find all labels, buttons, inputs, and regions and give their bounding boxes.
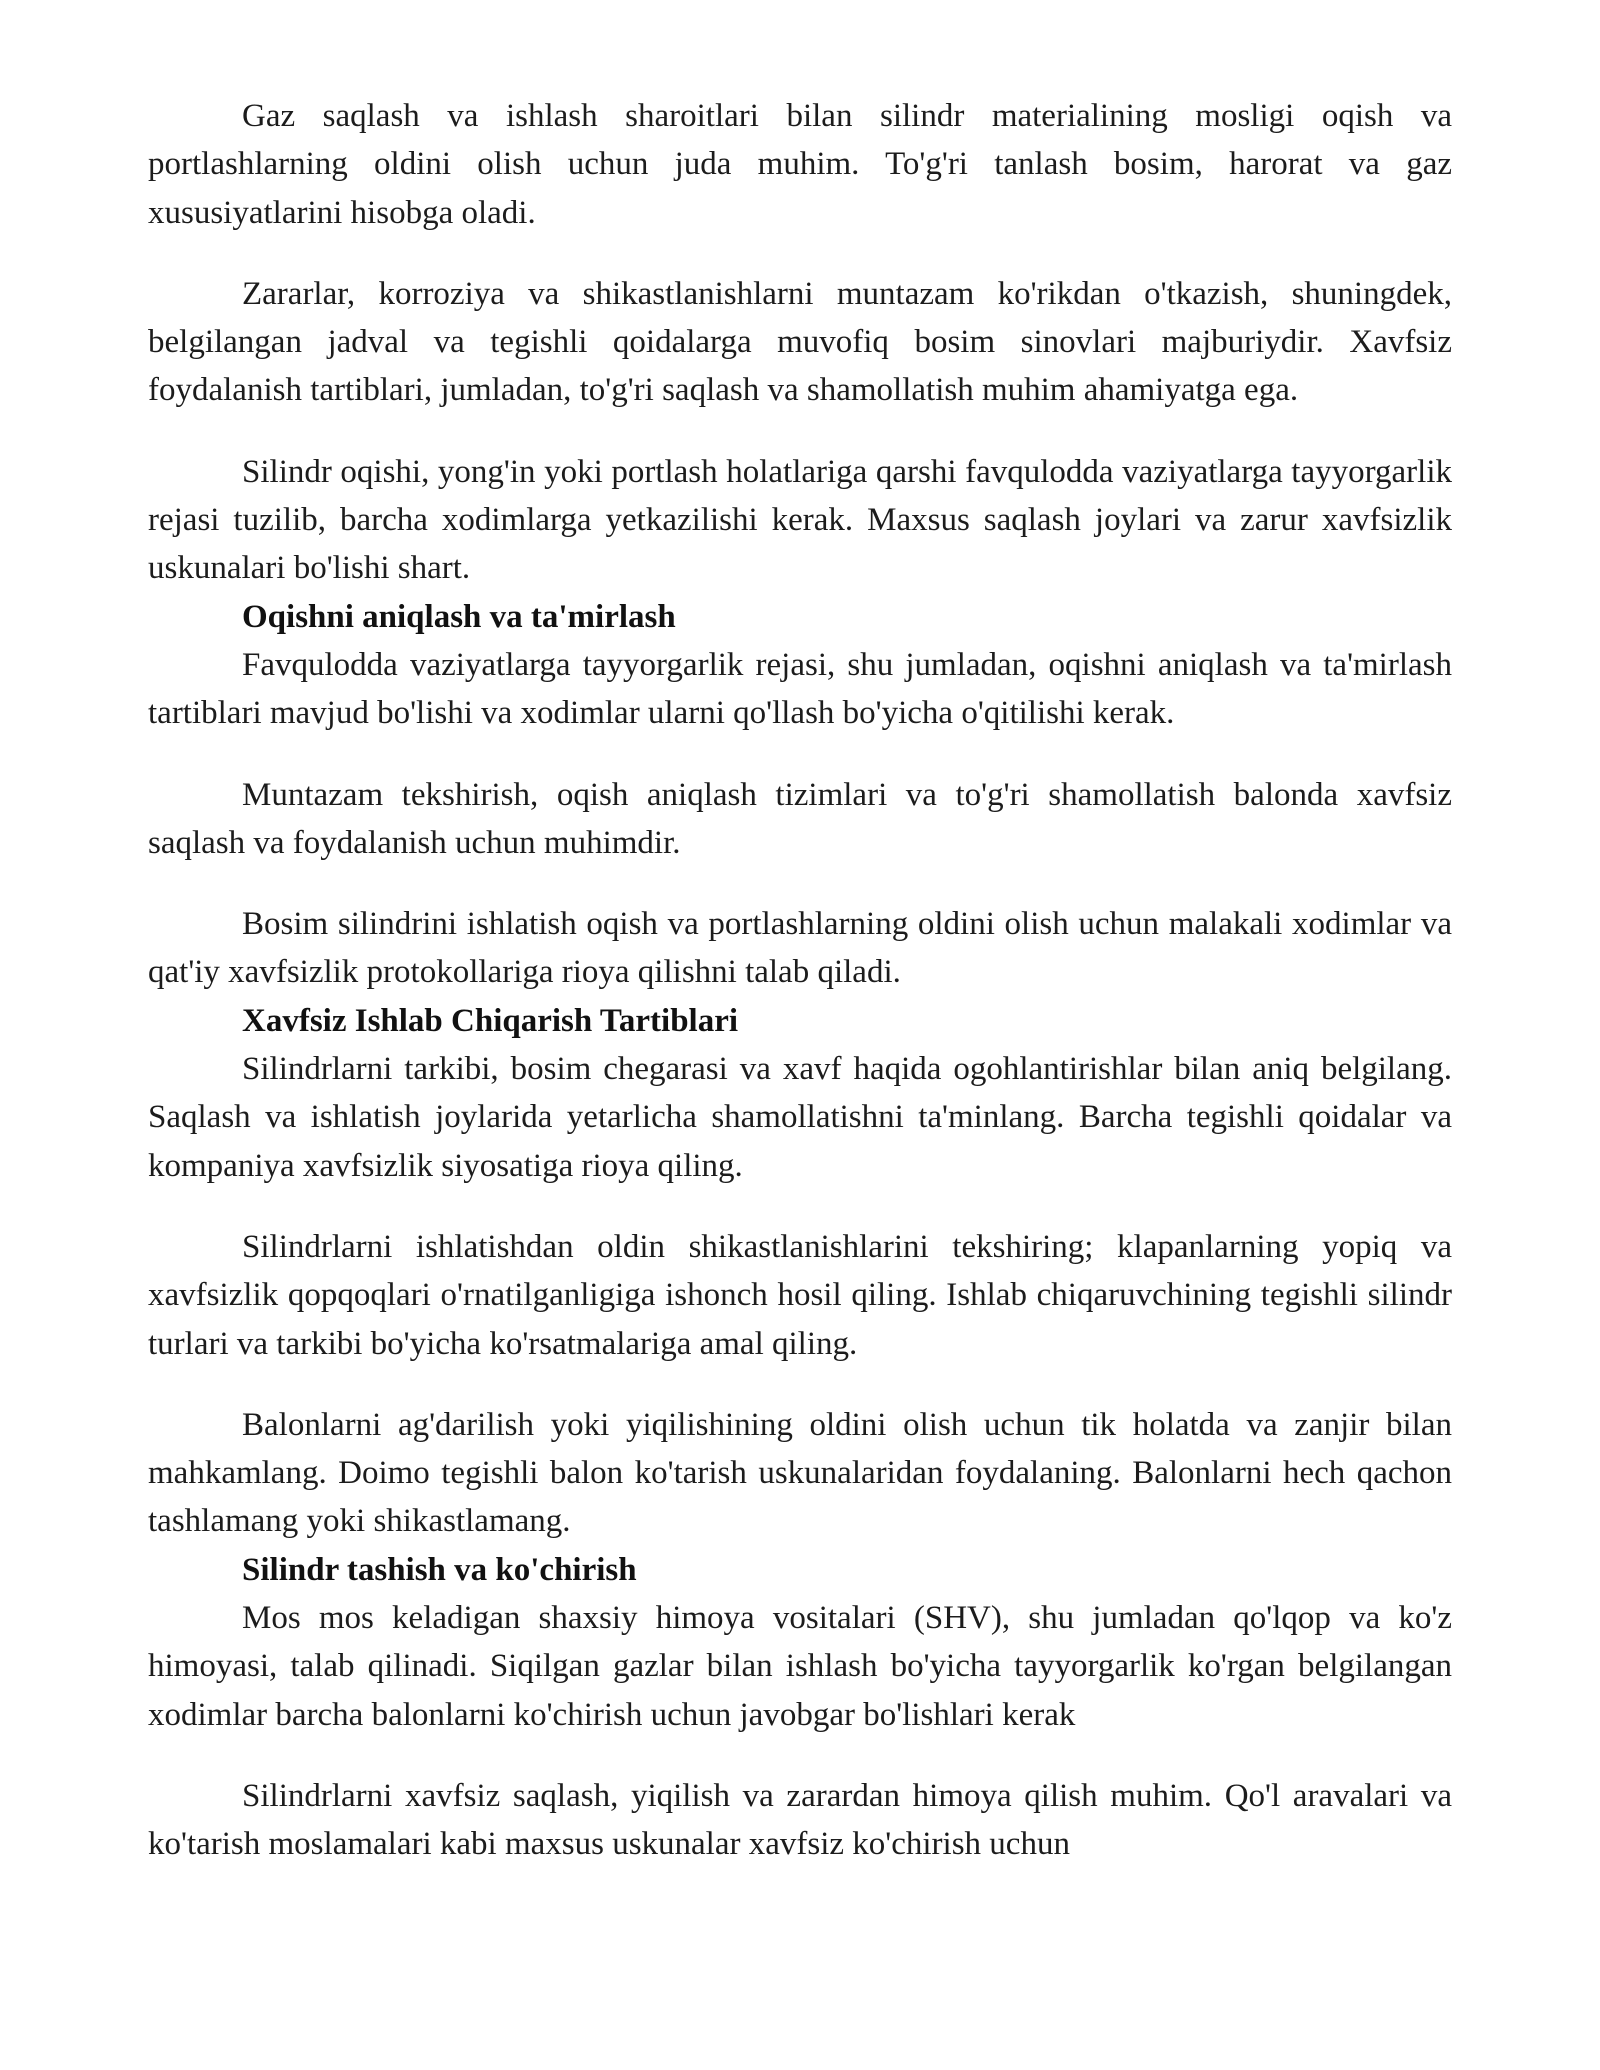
document-page (148, 92, 1452, 1869)
heading-transport: Silindr tashish va ko'chirish (242, 1551, 637, 1588)
paragraph-safe-storage: Silindrlarni xavfsiz saqlash, yiqilish va zarardan himoya qilish muhim. Qo'l aravalari va ko'tarish moslamalari kabi maxsus uskunalar xavfsiz ko'chirish uchun (148, 1777, 1452, 1863)
paragraph-emergency-plan: Silindr oqishi, yong'in yoki portlash holatlariga qarshi favqulodda vaziyatlarga tayyorgarlik rejasi tuzilib, barcha xodimlarga yetkazilishi kerak. Maxsus saqlash joylari va zarur xavfsizlik uskunalari bo'lishi shart. (148, 453, 1452, 587)
paragraph-inspection: Zararlar, korroziya va shikastlanishlarni muntazam ko'rikdan o'tkazish, shuningdek, belgilangan jadval va tegishli qoidalarga muvofiq bosim sinovlari majburiydir. Xavfsiz foydalanish tartiblari, jumladan, to'g'ri saqlash va shamollatish muhim ahamiyatga ega. (148, 275, 1452, 409)
paragraph-securing-cylinders: Balonlarni ag'darilish yoki yiqilishining oldini olish uchun tik holatda va zanjir bilan mahkamlang. Doimo tegishli balon ko'tarish uskunalaridan foydalaning. Balonlarni hech qachon tashlamang yoki shikastlamang. (148, 1406, 1452, 1540)
heading-leak-detection: Oqishni aniqlash va ta'mirlash (242, 598, 676, 635)
paragraph-ppe: Mos mos keladigan shaxsiy himoya vositalari (SHV), shu jumladan qo'lqop va ko'z himoyasi, talab qilinadi. Siqilgan gazlar bilan ishlash bo'yicha tayyorgarlik ko'rgan belgilangan xodimlar barcha balonlarni ko'chirish uchun javobgar bo'lishlari kerak (148, 1600, 1452, 1733)
paragraph-regular-checks: Muntazam tekshirish, oqish aniqlash tizimlari va to'g'ri shamollatish balonda xavfsiz saqlash va foydalanish uchun muhimdir. (148, 776, 1452, 861)
paragraph-leak-procedures: Favqulodda vaziyatlarga tayyorgarlik rejasi, shu jumladan, oqishni aniqlash va ta'mirlash tartiblari mavjud bo'lishi va xodimlar ularni qo'llash bo'yicha o'qitilishi kerak. (148, 646, 1452, 732)
heading-safe-procedures: Xavfsiz Ishlab Chiqarish Tartiblari (242, 1002, 739, 1039)
paragraph-qualified-staff: Bosim silindrini ishlatish oqish va portlashlarning oldini olish uchun malakali xodimlar va qat'iy xavfsizlik protokollariga rioya qilishni talab qiladi. (148, 906, 1452, 991)
paragraph-labeling: Silindrlarni tarkibi, bosim chegarasi va xavf haqida ogohlantirishlar bilan aniq belgilang. Saqlash va ishlatish joylarida yetarlicha shamollatishni ta'minlang. Barcha tegishli qoidalar va kompaniya xavfsizlik siyosatiga rioya qiling. (148, 1051, 1452, 1184)
paragraph-pre-use-check: Silindrlarni ishlatishdan oldin shikastlanishlarini tekshiring; klapanlarning yopiq va xavfsizlik qopqoqlari o'rnatilganligiga ishonch hosil qiling. Ishlab chiqaruvchining tegishli silindr turlari va tarkibi bo'yicha ko'rsatmalariga amal qiling. (148, 1228, 1452, 1362)
paragraph-material-compatibility: Gaz saqlash va ishlash sharoitlari bilan silindr materialining mosligi oqish va portlashlarning oldini olish uchun juda muhim. To'g'ri tanlash bosim, harorat va gaz xususiyatlarini hisobga oladi. (148, 98, 1452, 231)
